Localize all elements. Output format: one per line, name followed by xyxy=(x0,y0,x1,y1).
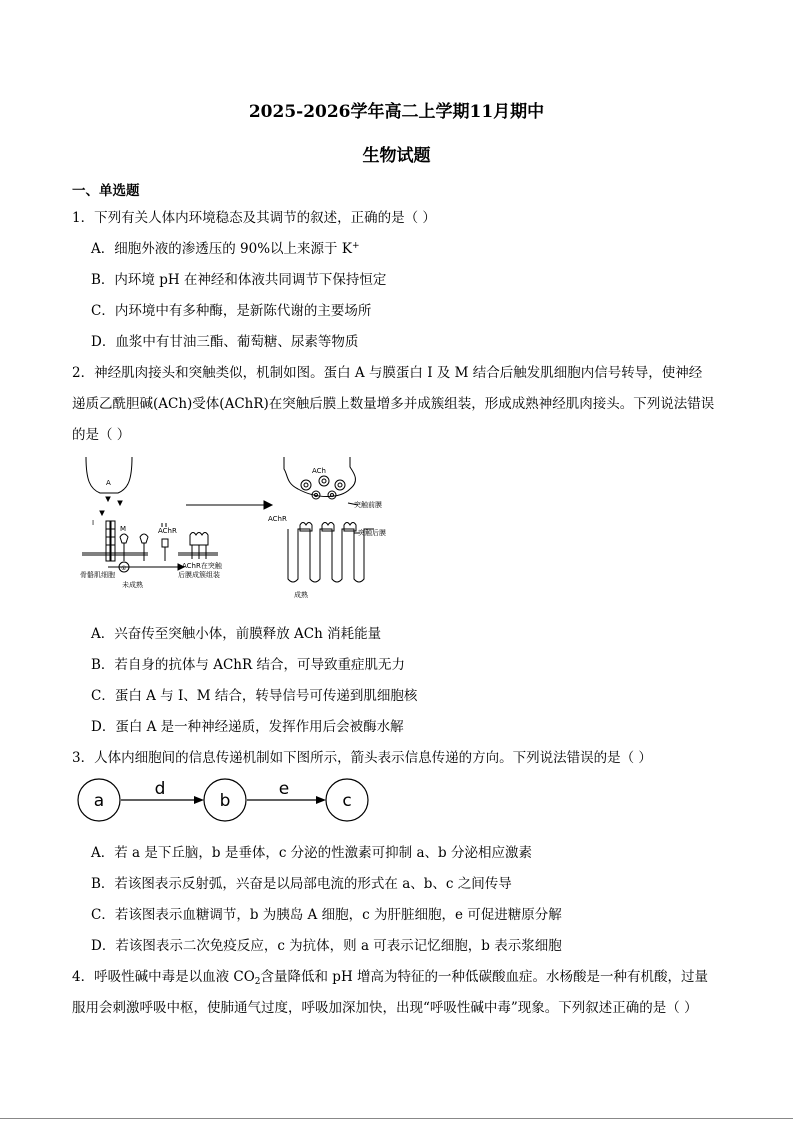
section-heading: 一、单选题 xyxy=(72,183,140,199)
question-3-option-c: C．若该图表示血糖调节，b 为胰岛 A 细胞，c 为肝脏细胞，e 可促进糖原分解 xyxy=(91,907,562,923)
fig-label-cluster2: 后膜成簇组装 xyxy=(178,571,220,579)
arrow-e-label: e xyxy=(278,779,290,799)
question-1-option-a: A．细胞外液的渗透压的 90%以上来源于 K+ xyxy=(91,241,360,257)
question-3-option-a: A．若 a 是下丘脑，b 是垂体，c 分泌的性激素可抑制 a、b 分泌相应激素 xyxy=(91,845,532,861)
question-2-stem-line2: 递质乙酰胆碱(ACh)受体(AChR)在突触后膜上数量增多并成簇组装，形成成熟神经肌肉接头。下列说法错误 xyxy=(72,396,715,412)
fig-label-circle-1: ① xyxy=(121,565,127,572)
node-c-label: c xyxy=(342,791,352,811)
question-2-stem-line1: 2．神经肌肉接头和突触类似，机制如图。蛋白 A 与膜蛋白 I 及 M 结合后触发肌细胞内信号转导，使神经 xyxy=(72,365,703,381)
fig-label-muscle: 骨骼肌细胞 xyxy=(80,571,115,579)
signal-flow-diagram xyxy=(76,778,372,822)
fig-label-immature: 未成熟 xyxy=(122,581,143,589)
page-title: 2025-2026学年高二上学期11月期中 xyxy=(248,102,545,122)
fig-label-achr: AChR xyxy=(158,527,177,535)
page-bottom-border xyxy=(0,1118,793,1119)
neuromuscular-junction-figure xyxy=(78,455,388,603)
question-1-option-d: D．血浆中有甘油三酯、葡萄糖、尿素等物质 xyxy=(91,334,359,350)
fig-label-m: M xyxy=(120,525,127,533)
page-subtitle: 生物试题 xyxy=(362,146,431,166)
question-1-stem: 1．下列有关人体内环境稳态及其调节的叙述，正确的是（ ） xyxy=(72,210,436,226)
question-4-stem-line2: 服用会刺激呼吸中枢，使肺通气过度，呼吸加深加快，出现“呼吸性碱中毒”现象。下列叙述正确的是（ ） xyxy=(72,1000,698,1016)
question-2-option-d: D．蛋白 A 是一种神经递质，发挥作用后会被酶水解 xyxy=(91,719,404,735)
question-2-option-a: A．兴奋传至突触小体，前膜释放 ACh 消耗能量 xyxy=(91,626,382,642)
question-3-option-d: D．若该图表示二次免疫反应，c 为抗体，则 a 可表示记忆细胞，b 表示浆细胞 xyxy=(91,938,562,954)
fig-label-achr-2: AChR xyxy=(268,515,287,523)
arrow-d-label: d xyxy=(154,779,166,799)
fig-label-cluster: AChR在突触 xyxy=(182,562,222,570)
fig-label-pre: 突触前膜 xyxy=(354,501,382,509)
question-3-option-b: B．若该图表示反射弧，兴奋是以局部电流的形式在 a、b、c 之间传导 xyxy=(91,876,512,892)
question-4-stem-line1: 4．呼吸性碱中毒是以血液 $CO_2$含量降低和 pH 增高为特征的一种低碳酸血症。水杨酸是一种有机酸，过量 xyxy=(72,969,709,987)
question-2-stem-line3: 的是（ ） xyxy=(72,427,131,443)
fig-label-a: A xyxy=(106,479,111,487)
fig-label-ach: ACh xyxy=(312,467,326,475)
question-1-option-c: C．内环境中有多种酶，是新陈代谢的主要场所 xyxy=(91,303,372,319)
node-a-label: a xyxy=(93,791,105,811)
fig-label-mature: 成熟 xyxy=(294,591,308,599)
question-3-stem: 3．人体内细胞间的信息传递机制如下图所示，箭头表示信息传递的方向。下列说法错误的是（ ） xyxy=(72,750,652,766)
node-b-label: b xyxy=(219,791,231,811)
question-1-option-b: B．内环境 pH 在神经和体液共同调节下保持恒定 xyxy=(91,272,387,288)
question-2-option-c: C．蛋白 A 与 I、M 结合，转导信号可传递到肌细胞核 xyxy=(91,688,418,704)
fig-label-i: I xyxy=(92,519,95,527)
fig-label-post: 突触后膜 xyxy=(358,529,386,537)
question-2-option-b: B．若自身的抗体与 AChR 结合，可导致重症肌无力 xyxy=(91,657,405,673)
